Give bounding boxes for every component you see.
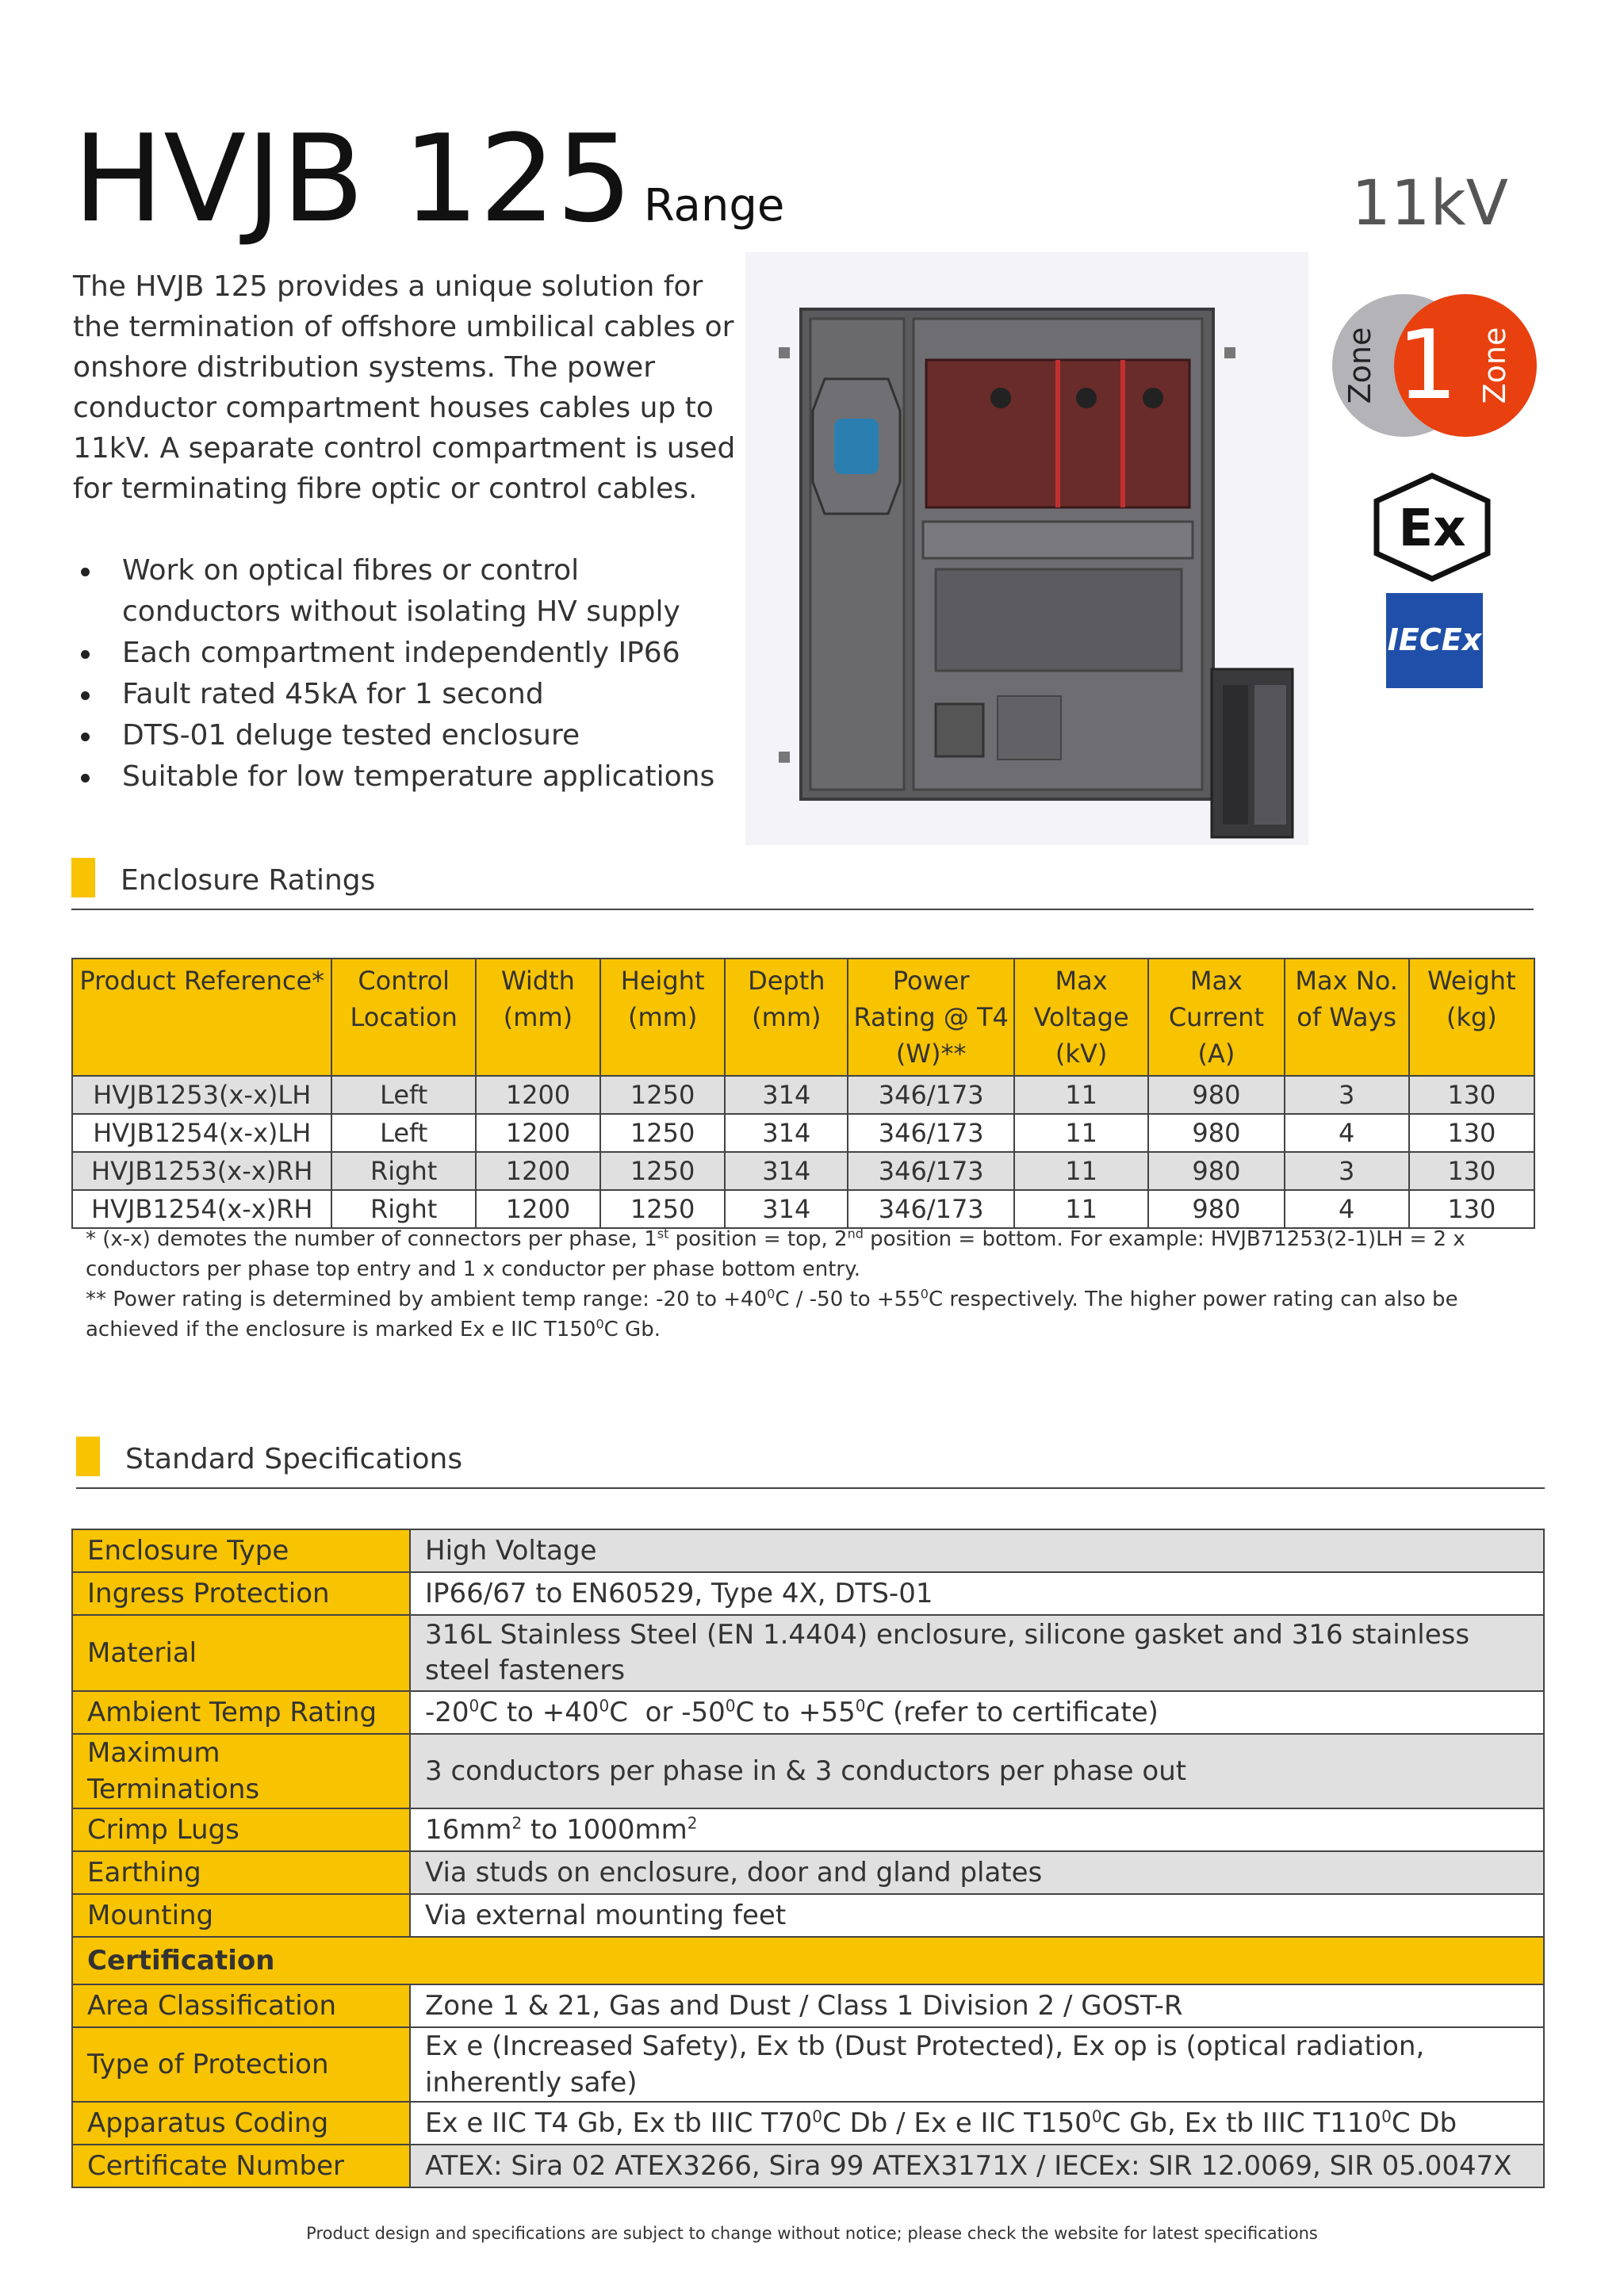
table-cell: 346/173 <box>848 1152 1014 1190</box>
table-row <box>72 1808 1544 1851</box>
spec-label: Mounting <box>72 1894 410 1937</box>
section-divider <box>71 909 1534 910</box>
table-cell: Left <box>331 1076 475 1114</box>
table-cell: 980 <box>1148 1114 1284 1152</box>
footnote-superscript: st <box>657 1226 669 1242</box>
spec-text: -20 <box>425 1697 469 1728</box>
table-cell: 346/173 <box>848 1076 1014 1114</box>
spec-label: Area Classification <box>72 1984 410 2027</box>
table-cell: 314 <box>725 1152 848 1190</box>
footnote-text: C respectively. The higher power rating can also be achieved if the enclosure is marked Ex e IIC T150 <box>86 1288 1458 1341</box>
spec-label: Material <box>72 1615 410 1691</box>
table-row <box>72 1076 1534 1114</box>
certification-heading: Certification <box>72 1937 1544 1984</box>
iecex-icon <box>1386 593 1483 688</box>
table-cell: 3 <box>1285 1152 1409 1190</box>
spec-label: Type of Protection <box>72 2027 410 2102</box>
enclosure-image <box>745 252 1308 845</box>
footnote-superscript: 0 <box>920 1286 929 1302</box>
footnote-text: position = bottom. For example: HVJB71253(2-1)LH = 2 x conductors per phase top entry and 1 x conductor per phase bottom entry. <box>86 1227 1465 1281</box>
table-cell: 980 <box>1148 1152 1284 1190</box>
table-row <box>72 1851 1544 1894</box>
feature-list <box>73 550 739 798</box>
footnote-power-rating <box>86 1284 1537 1345</box>
spec-superscript: 0 <box>469 1696 480 1716</box>
spec-text: to 1000mm <box>522 1814 688 1846</box>
table-row <box>72 1894 1544 1937</box>
spec-value: High Voltage <box>410 1529 1544 1572</box>
table-cell: 1200 <box>476 1152 600 1190</box>
spec-label: Maximum Terminations <box>72 1734 410 1808</box>
table-cell: 1200 <box>476 1076 600 1114</box>
column-header: Power Rating @ T4 (W)** <box>848 959 1014 1076</box>
section-divider <box>76 1487 1545 1489</box>
spec-text: C or -50 <box>609 1697 726 1728</box>
spec-value: Ex e (Increased Safety), Ex tb (Dust Protected), Ex op is (optical radiation, inherently safe) <box>410 2027 1544 2102</box>
table-cell: HVJB1253(x-x)LH <box>72 1076 331 1114</box>
voltage-label: 11kV <box>1351 168 1508 239</box>
spec-value: Via external mounting feet <box>410 1894 1544 1937</box>
section-title: Enclosure Ratings <box>121 864 376 897</box>
spec-value: IP66/67 to EN60529, Type 4X, DTS-01 <box>410 1572 1544 1615</box>
footnote-superscript: 0 <box>767 1286 776 1302</box>
spec-superscript: 0 <box>812 2107 823 2126</box>
list-item: Suitable for low temperature applications <box>73 756 739 798</box>
spec-value <box>410 1808 1544 1851</box>
spec-text: C Db <box>1391 2107 1457 2139</box>
column-header: Width (mm) <box>476 959 600 1076</box>
table-cell: 980 <box>1148 1076 1284 1114</box>
spec-label: Certificate Number <box>72 2145 410 2187</box>
table-row <box>72 1114 1534 1152</box>
spec-superscript: 0 <box>599 1696 610 1716</box>
column-header: Max Voltage (kV) <box>1014 959 1148 1076</box>
table-cell: 314 <box>725 1190 848 1228</box>
list-item: DTS-01 deluge tested enclosure <box>73 715 739 756</box>
spec-value: Zone 1 & 21, Gas and Dust / Class 1 Division 2 / GOST-R <box>410 1984 1544 2027</box>
table-row <box>72 2027 1544 2102</box>
spec-label: Apparatus Coding <box>72 2102 410 2145</box>
spec-value <box>410 1691 1544 1734</box>
spec-label: Earthing <box>72 1851 410 1894</box>
zone-1-badge <box>1324 279 1548 452</box>
footnote-text: C Gb. <box>603 1318 661 1341</box>
table-cell: 1250 <box>600 1190 725 1228</box>
spec-text: 16mm <box>425 1814 512 1846</box>
table-cell: Left <box>331 1114 475 1152</box>
column-header: Control Location <box>331 959 475 1076</box>
footnote-text: * (x-x) demotes the number of connectors per phase, 1 <box>86 1227 657 1251</box>
table-cell: HVJB1253(x-x)RH <box>72 1152 331 1190</box>
section-marker <box>71 858 95 897</box>
column-header: Product Reference* <box>72 959 331 1076</box>
table-row <box>72 1937 1544 1984</box>
table-cell: 130 <box>1409 1114 1534 1152</box>
spec-value: Via studs on enclosure, door and gland plates <box>410 1851 1544 1894</box>
table-header-row <box>72 959 1534 1076</box>
column-header: Depth (mm) <box>725 959 848 1076</box>
list-item: Work on optical fibres or control conductors without isolating HV supply <box>73 550 739 633</box>
spec-superscript: 0 <box>855 1696 866 1716</box>
table-row <box>72 1734 1544 1808</box>
table-footnotes <box>86 1224 1537 1345</box>
spec-superscript: 0 <box>725 1696 736 1716</box>
column-header: Max No. of Ways <box>1285 959 1409 1076</box>
spec-text: C to +40 <box>479 1697 599 1728</box>
table-cell: 1250 <box>600 1152 725 1190</box>
ex-label: Ex <box>1398 499 1466 558</box>
table-cell: HVJB1254(x-x)LH <box>72 1114 331 1152</box>
table-row <box>72 1572 1544 1615</box>
table-row <box>72 2102 1544 2145</box>
spec-value: 3 conductors per phase in & 3 conductors per phase out <box>410 1734 1544 1808</box>
table-cell: 980 <box>1148 1190 1284 1228</box>
ex-icon <box>1370 473 1494 582</box>
range-label: Range <box>643 180 785 232</box>
table-cell: 130 <box>1409 1190 1534 1228</box>
table-row <box>72 1529 1544 1572</box>
spec-label: Ingress Protection <box>72 1572 410 1615</box>
spec-value: ATEX: Sira 02 ATEX3266, Sira 99 ATEX3171X / IECEx: SIR 12.0069, SIR 05.0047X <box>410 2145 1544 2187</box>
spec-label: Crimp Lugs <box>72 1808 410 1851</box>
enclosure-ratings-table <box>71 958 1535 1229</box>
enclosure-ratings-heading <box>71 858 1534 905</box>
footnote-connectors <box>86 1224 1537 1284</box>
table-cell: 3 <box>1285 1076 1409 1114</box>
spec-superscript: 0 <box>1381 2107 1392 2126</box>
table-row <box>72 1190 1534 1228</box>
zone-number: 1 <box>1396 311 1458 421</box>
table-cell: 130 <box>1409 1076 1534 1114</box>
intro-paragraph: The HVJB 125 provides a unique solution for the termination of offshore umbilical cables or onshore distribution systems. The power conductor compartment houses cables up to 11kV. A separate control compartment is used for terminating fibre optic or control cables. <box>73 270 736 505</box>
spec-label: Enclosure Type <box>72 1529 410 1572</box>
table-cell: 4 <box>1285 1190 1409 1228</box>
footnote-superscript: nd <box>847 1226 864 1242</box>
spec-text: C Gb, Ex tb IIIC T110 <box>1101 2107 1382 2139</box>
footer-disclaimer: Product design and specifications are subject to change without notice; please check the website for latest specifications <box>306 2224 1318 2243</box>
table-cell: 11 <box>1014 1114 1148 1152</box>
table-row <box>72 1984 1544 2027</box>
spec-superscript: 0 <box>1091 2107 1102 2126</box>
table-cell: 1250 <box>600 1114 725 1152</box>
spec-label: Ambient Temp Rating <box>72 1691 410 1734</box>
table-cell: 314 <box>725 1076 848 1114</box>
spec-superscript: 2 <box>511 1813 523 1833</box>
section-marker <box>76 1437 100 1476</box>
table-row <box>72 1152 1534 1190</box>
spec-text: C Db / Ex e IIC T150 <box>822 2107 1092 2139</box>
table-cell: Right <box>331 1152 475 1190</box>
table-cell: 314 <box>725 1114 848 1152</box>
table-cell: Right <box>331 1190 475 1228</box>
list-item: Fault rated 45kA for 1 second <box>73 674 739 715</box>
table-cell: 11 <box>1014 1152 1148 1190</box>
column-header: Weight (kg) <box>1409 959 1534 1076</box>
spec-text: Ex e IIC T4 Gb, Ex tb IIIC T70 <box>425 2107 813 2139</box>
table-cell: 1250 <box>600 1076 725 1114</box>
table-row <box>72 1691 1544 1734</box>
spec-value <box>410 2102 1544 2145</box>
standard-specifications-heading <box>76 1437 1545 1484</box>
page-title <box>73 109 785 249</box>
table-cell: 11 <box>1014 1190 1148 1228</box>
spec-text: C (refer to certificate) <box>865 1697 1159 1728</box>
zone-right-label: Zone <box>1477 327 1512 404</box>
table-row <box>72 2145 1544 2187</box>
spec-text: C to +55 <box>735 1697 856 1728</box>
table-row <box>72 1615 1544 1691</box>
footnote-superscript: 0 <box>596 1316 604 1332</box>
table-cell: 130 <box>1409 1152 1534 1190</box>
zone-left-label: Zone <box>1342 327 1377 404</box>
table-cell: 346/173 <box>848 1190 1014 1228</box>
table-cell: 1200 <box>476 1114 600 1152</box>
section-title: Standard Specifications <box>125 1443 463 1475</box>
spec-superscript: 2 <box>687 1813 698 1833</box>
table-cell: 4 <box>1285 1114 1409 1152</box>
spec-value: 316L Stainless Steel (EN 1.4404) enclosure, silicone gasket and 316 stainless steel fasteners <box>410 1615 1544 1691</box>
iecex-label: IECEx <box>1387 622 1482 657</box>
table-cell: HVJB1254(x-x)RH <box>72 1190 331 1228</box>
product-name: HVJB 125 <box>73 109 633 249</box>
column-header: Max Current (A) <box>1148 959 1284 1076</box>
table-cell: 1200 <box>476 1190 600 1228</box>
table-cell: 346/173 <box>848 1114 1014 1152</box>
table-cell: 11 <box>1014 1076 1148 1114</box>
footnote-text: position = top, 2 <box>668 1227 848 1251</box>
footnote-text: C / -50 to +55 <box>775 1288 921 1311</box>
list-item: Each compartment independently IP66 <box>73 633 739 674</box>
footnote-text: ** Power rating is determined by ambient temp range: -20 to +40 <box>86 1288 768 1311</box>
specifications-table <box>71 1529 1545 2188</box>
column-header: Height (mm) <box>600 959 725 1076</box>
